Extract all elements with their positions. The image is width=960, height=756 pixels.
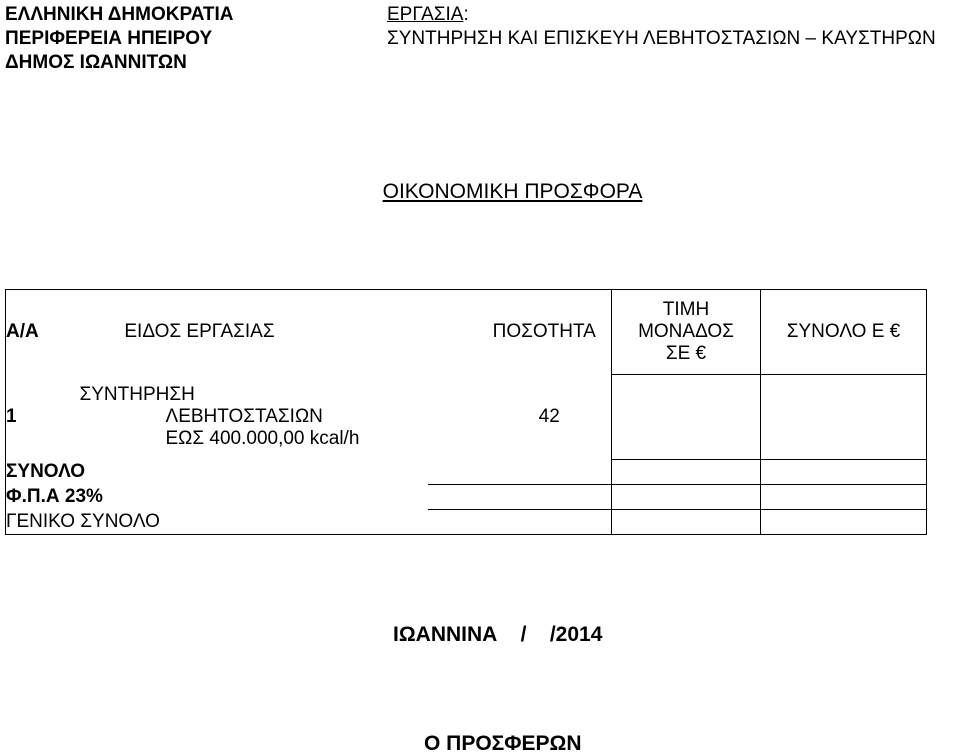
signature-label: Ο ΠΡΟΣΦΕΡΩΝ (424, 732, 582, 755)
summary-row-grand-total (6, 510, 927, 535)
issuer-line-country: ΕΛΛΗΝΙΚΗ ΔΗΜΟΚΡΑΤΙΑ (5, 4, 234, 25)
unit-price-line-1: ΤΙΜΗ (662, 299, 710, 320)
description-line-1: ΣΥΝΤΗΡΗΣΗ (79, 384, 195, 405)
description-line-3: ΕΩΣ 400.000,00 kcal/h (165, 428, 360, 449)
table-row (6, 375, 927, 460)
work-block (387, 3, 936, 51)
issuer-line-municipality: ΔΗΜΟΣ ΙΩΑΝΝΙΤΩΝ (5, 52, 187, 73)
work-colon: : (463, 4, 469, 25)
summary-vat-label: Φ.Π.Α 23% (6, 485, 428, 510)
issuer-block (5, 3, 233, 75)
issuer-line-region: ΠΕΡΙΦΕΡΕΙΑ ΗΠΕΙΡΟΥ (5, 28, 213, 49)
row-description (62, 375, 428, 460)
row-unit-price (612, 375, 761, 460)
work-title: ΣΥΝΤΗΡΗΣΗ ΚΑΙ ΕΠΙΣΚΕΥΗ ΛΕΒΗΤΟΣΤΑΣΙΩΝ – ΚΑΥΣΤΗΡΩΝ (387, 28, 936, 49)
column-header-aa: Α/Α (6, 290, 62, 375)
row-quantity: 42 (538, 406, 560, 427)
work-label: ΕΡΓΑΣΙΑ (387, 4, 464, 25)
row-aa: 1 (6, 375, 62, 460)
column-header-unit-price (612, 290, 761, 375)
unit-price-line-2: ΜΟΝΑΔΟΣ (638, 321, 734, 342)
summary-grand-total-label: ΓΕΝΙΚΟ ΣΥΝΟΛΟ (6, 510, 428, 535)
offer-table (5, 289, 927, 535)
column-header-total: ΣΥΝΟΛΟ Ε € (761, 290, 927, 375)
unit-price-line-3: ΣΕ € (665, 343, 707, 364)
summary-subtotal-label: ΣΥΝΟΛΟ (6, 460, 428, 485)
column-header-quantity: ΠΟΣΟΤΗΤΑ (428, 290, 612, 375)
date-line: ΙΩΑΝΝΙΝΑ / /2014 (393, 623, 603, 646)
column-header-work-type: ΕΙΔΟΣ ΕΡΓΑΣΙΑΣ (62, 290, 428, 375)
summary-row-subtotal (6, 460, 927, 485)
row-total (761, 375, 927, 460)
description-line-2: ΛΕΒΗΤΟΣΤΑΣΙΩΝ (165, 406, 323, 427)
table-header-row (6, 290, 927, 375)
summary-row-vat (6, 485, 927, 510)
document-title: ΟΙΚΟΝΟΜΙΚΗ ΠΡΟΣΦΟΡΑ (382, 180, 643, 203)
